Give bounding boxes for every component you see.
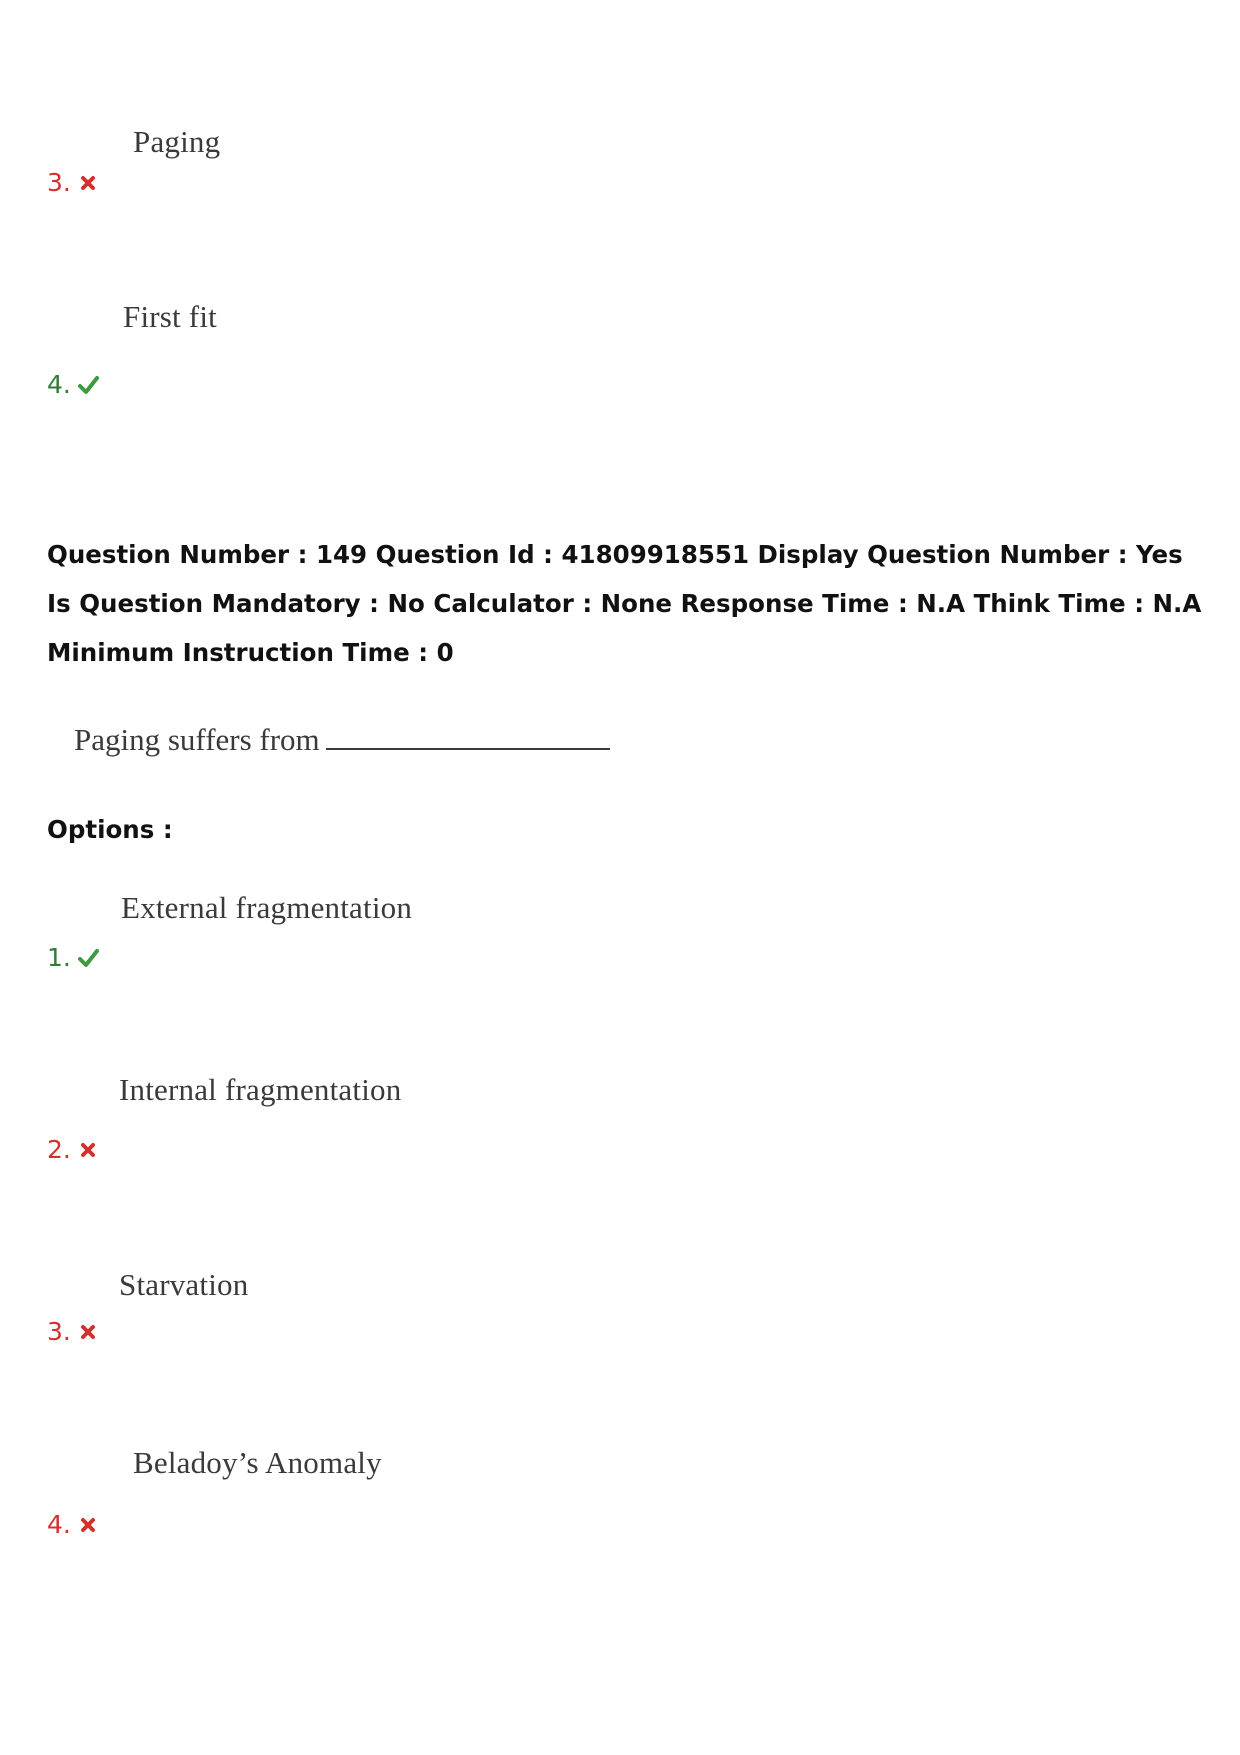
option-marker (47, 1510, 99, 1539)
option-marker (47, 370, 99, 399)
question-text: Paging suffers from (74, 722, 320, 757)
option-text: Beladoy’s Anomaly (133, 1445, 382, 1480)
option-text: First fit (123, 299, 217, 334)
option-number: 3. (47, 1317, 71, 1346)
option-number: 4. (47, 370, 71, 399)
option-text: Starvation (119, 1267, 249, 1302)
option-number: 3. (47, 168, 71, 197)
option-number: 4. (47, 1510, 71, 1539)
option-text: Paging (133, 124, 221, 159)
answer-blank (326, 747, 610, 750)
check-icon (77, 374, 99, 396)
option-number: 1. (47, 943, 71, 972)
cross-icon (77, 1321, 99, 1343)
question-text-row (74, 722, 610, 758)
option-marker (47, 943, 99, 972)
option-marker (47, 1135, 99, 1164)
option-marker (47, 1317, 99, 1346)
option-text: Internal fragmentation (119, 1072, 402, 1107)
cross-icon (77, 1514, 99, 1536)
option-marker (47, 168, 99, 197)
cross-icon (77, 172, 99, 194)
question-metadata: Question Number : 149 Question Id : 41809918551 Display Question Number : Yes Is Question Mandatory : No Calculator : None Response Time : N.A Think Time : N.A Minimum Instruction Time : 0 (47, 540, 1202, 667)
options-label: Options : (47, 815, 173, 844)
check-icon (77, 947, 99, 969)
option-text: External fragmentation (121, 890, 413, 925)
option-number: 2. (47, 1135, 71, 1164)
cross-icon (77, 1139, 99, 1161)
